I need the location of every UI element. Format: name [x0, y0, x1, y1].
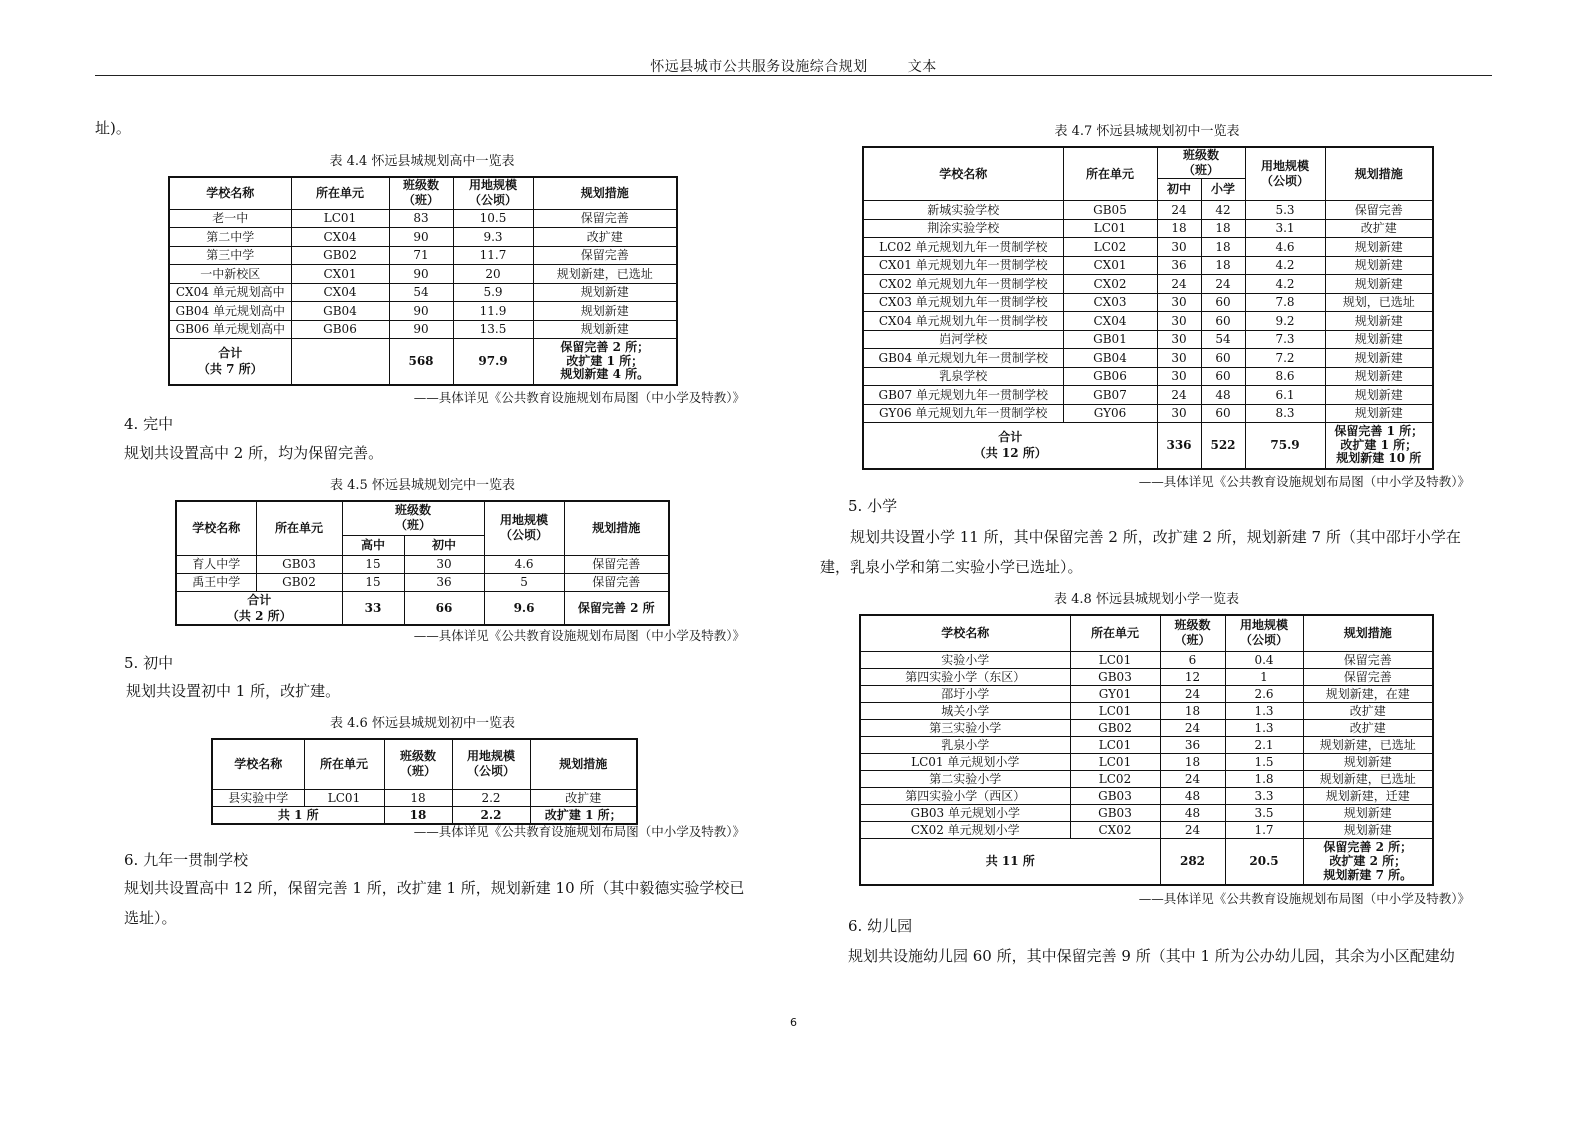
table-cell: 3.1	[1245, 219, 1325, 238]
table-cell: 18	[1201, 256, 1245, 275]
table-cell: 规划新建	[1325, 367, 1433, 386]
section-text: 规划共设置高中 2 所，均为保留完善。	[124, 444, 384, 462]
table-cell: 规划新建，迁建	[1303, 787, 1433, 804]
table-4-8-caption: 表 4.8 怀远县城规划小学一览表	[1054, 592, 1239, 607]
table-cell: 改扩建	[1303, 702, 1433, 719]
table-cell: 15	[342, 555, 404, 573]
section-text: 规划共设置高中 12 所，保留完善 1 所，改扩建 1 所，规划新建 10 所（其中毅德实验学校已选址）。	[124, 879, 745, 927]
table-cell: CX02	[1063, 275, 1157, 294]
table-cell: 5.3	[1245, 201, 1325, 220]
table-cell: 规划，已选址	[1325, 293, 1433, 312]
total-classes: 282	[1160, 838, 1225, 885]
table-cell: LC01	[1070, 702, 1160, 719]
table-4-8-source: ——具体详见《公共教育设施规划布局图（中小学及特教）》	[1138, 891, 1470, 906]
col-header: 所在单元	[1063, 147, 1157, 201]
col-header: 用地规模 （公顷）	[452, 739, 530, 789]
table-cell: LC01 单元规划小学	[860, 753, 1070, 770]
header-rule	[95, 75, 1492, 76]
table-cell: 18	[1160, 753, 1225, 770]
table-cell: GB04 单元规划高中	[169, 302, 291, 321]
table-cell: 90	[389, 228, 453, 247]
table-cell: 老一中	[169, 209, 291, 228]
total-measures: 保留完善 2 所； 改扩建 2 所； 规划新建 7 所。	[1303, 838, 1433, 885]
table-row	[212, 789, 637, 806]
table-cell: 90	[389, 320, 453, 339]
table-cell: 3.5	[1225, 804, 1303, 821]
table-cell: 第二实验小学	[860, 770, 1070, 787]
section-title: 5. 初中	[124, 654, 174, 672]
table-cell: 改扩建	[533, 228, 677, 247]
col-header: 班级数 （班）	[1160, 615, 1225, 651]
total-area: 97.9	[453, 339, 533, 385]
table-cell: 禹王中学	[176, 573, 256, 591]
table-cell: 新城实验学校	[863, 201, 1063, 220]
table-cell: LC01	[304, 789, 384, 806]
table-cell: 保留完善	[1303, 651, 1433, 668]
table-cell: 71	[389, 246, 453, 265]
table-cell: LC01	[1070, 753, 1160, 770]
table-cell: 24	[1157, 275, 1201, 294]
table-4-7-caption: 表 4.7 怀远县城规划初中一览表	[1054, 124, 1240, 139]
table-cell: 3.3	[1225, 787, 1303, 804]
table-cell: 8.3	[1245, 404, 1325, 423]
table-cell: CX01 单元规划九年一贯制学校	[863, 256, 1063, 275]
table-cell: 第二中学	[169, 228, 291, 247]
table-cell: 规划新建，已选址	[533, 265, 677, 284]
table-4-5	[175, 500, 670, 626]
total-measures: 保留完善 2 所； 改扩建 1 所； 规划新建 4 所。	[533, 339, 677, 385]
table-cell: CX04 单元规划高中	[169, 283, 291, 302]
total-label: 共 1 所	[212, 806, 384, 824]
table-cell: 18	[384, 789, 452, 806]
table-cell: 18	[1201, 219, 1245, 238]
table-cell: 83	[389, 209, 453, 228]
col-header: 规划措施	[530, 739, 637, 789]
table-cell: 30	[1157, 238, 1201, 257]
section-title: 6. 九年一贯制学校	[124, 851, 249, 869]
table-row	[176, 573, 669, 591]
col-header: 规划措施	[564, 501, 669, 555]
table-cell: GB07 单元规划九年一贯制学校	[863, 386, 1063, 405]
table-row	[863, 386, 1433, 405]
table-cell: 18	[1160, 702, 1225, 719]
table-row	[863, 312, 1433, 331]
table-cell: GB04	[291, 302, 389, 321]
table-cell: 7.8	[1245, 293, 1325, 312]
table-cell: 24	[1201, 275, 1245, 294]
col-header: 学校名称	[863, 147, 1063, 201]
table-cell: 岿河学校	[863, 330, 1063, 349]
table-cell: 30	[1157, 293, 1201, 312]
table-cell: 1.3	[1225, 719, 1303, 736]
table-cell: 4.2	[1245, 256, 1325, 275]
col-header: 学校名称	[169, 177, 291, 209]
table-4-7	[862, 146, 1434, 470]
section-title: 6. 幼儿园	[848, 917, 913, 935]
total-junior: 66	[404, 591, 484, 625]
table-cell: 2.2	[452, 789, 530, 806]
table-cell: 规划新建	[1325, 312, 1433, 331]
table-4-7-source: ——具体详见《公共教育设施规划布局图（中小学及特教）》	[1138, 474, 1470, 489]
table-cell: 36	[1160, 736, 1225, 753]
table-cell: 90	[389, 302, 453, 321]
section-title: 4. 完中	[124, 415, 174, 433]
left-lead-text: 址)。	[95, 119, 131, 137]
col-header: 规划措施	[533, 177, 677, 209]
table-cell: CX02	[1070, 821, 1160, 838]
table-cell: 保留完善	[533, 209, 677, 228]
table-cell: 60	[1201, 312, 1245, 331]
col-header: 学校名称	[176, 501, 256, 555]
table-cell: 规划新建	[1325, 238, 1433, 257]
table-cell: 11.7	[453, 246, 533, 265]
table-row	[863, 238, 1433, 257]
total-classes: 568	[389, 339, 453, 385]
col-header: 所在单元	[304, 739, 384, 789]
table-cell: 2.6	[1225, 685, 1303, 702]
table-cell: 保留完善	[564, 555, 669, 573]
total-label: 合计 （共 2 所）	[176, 591, 342, 625]
table-cell: 24	[1160, 685, 1225, 702]
total-label: 合计 （共 12 所）	[863, 423, 1157, 469]
table-cell: 60	[1201, 349, 1245, 368]
table-cell: 36	[404, 573, 484, 591]
table-cell: 规划新建	[533, 302, 677, 321]
col-header: 用地规模 （公顷）	[453, 177, 533, 209]
table-cell: 30	[1157, 330, 1201, 349]
table-cell: 30	[404, 555, 484, 573]
table-row	[863, 404, 1433, 423]
table-cell: 6	[1160, 651, 1225, 668]
table-cell: 城关小学	[860, 702, 1070, 719]
table-cell: CX01	[291, 265, 389, 284]
table-row	[169, 320, 677, 339]
table-cell: 90	[389, 265, 453, 284]
table-4-8	[859, 614, 1434, 886]
table-cell: 邵圩小学	[860, 685, 1070, 702]
page-number: 6	[790, 1016, 797, 1029]
table-cell: CX01	[1063, 256, 1157, 275]
table-cell: 8.6	[1245, 367, 1325, 386]
table-cell: CX03 单元规划九年一贯制学校	[863, 293, 1063, 312]
table-row	[860, 753, 1433, 770]
table-cell: 规划新建，在建	[1303, 685, 1433, 702]
table-cell: 保留完善	[564, 573, 669, 591]
total-area: 2.2	[452, 806, 530, 824]
table-cell: LC01	[1070, 736, 1160, 753]
table-cell: CX04	[291, 228, 389, 247]
col-header: 班级数 （班）	[342, 501, 484, 535]
table-row	[176, 555, 669, 573]
table-row	[169, 302, 677, 321]
table-cell: GB01	[1063, 330, 1157, 349]
table-cell: 规划新建	[533, 283, 677, 302]
table-cell: GB07	[1063, 386, 1157, 405]
table-cell: GB06	[291, 320, 389, 339]
table-row	[860, 804, 1433, 821]
table-cell: 24	[1160, 719, 1225, 736]
table-cell: 一中新校区	[169, 265, 291, 284]
table-row	[863, 219, 1433, 238]
table-row	[863, 349, 1433, 368]
table-cell: 县实验中学	[212, 789, 304, 806]
table-row	[863, 201, 1433, 220]
total-measures: 保留完善 2 所	[564, 591, 669, 625]
table-cell: GB03	[1070, 804, 1160, 821]
table-cell: LC02 单元规划九年一贯制学校	[863, 238, 1063, 257]
section-text: 规划共设置小学 11 所，其中保留完善 2 所，改扩建 2 所，规划新建 7 所（其中邵圩小学在建，乳泉小学和第二实验小学已选址）。	[820, 528, 1461, 576]
table-cell: 30	[1157, 404, 1201, 423]
table-cell: CX03	[1063, 293, 1157, 312]
col-header: 用地规模 （公顷）	[1245, 147, 1325, 201]
table-cell: 规划新建	[1325, 275, 1433, 294]
table-4-4-caption: 表 4.4 怀远县城规划高中一览表	[329, 154, 515, 169]
table-cell: 规划新建	[1325, 256, 1433, 275]
table-cell: 11.9	[453, 302, 533, 321]
table-cell: 1.3	[1225, 702, 1303, 719]
table-cell: 30	[1157, 367, 1201, 386]
table-cell: 7.3	[1245, 330, 1325, 349]
table-cell: GB06 单元规划高中	[169, 320, 291, 339]
table-row	[860, 651, 1433, 668]
table-row	[169, 228, 677, 247]
table-row	[860, 787, 1433, 804]
table-cell: CX02 单元规划小学	[860, 821, 1070, 838]
total-cell	[291, 339, 389, 385]
table-cell: 36	[1157, 256, 1201, 275]
total-primary: 522	[1201, 423, 1245, 469]
table-cell: GB03	[1070, 787, 1160, 804]
table-cell: GB04	[1063, 349, 1157, 368]
table-cell: 乳泉学校	[863, 367, 1063, 386]
table-cell: 20	[453, 265, 533, 284]
table-row	[860, 821, 1433, 838]
table-cell: 48	[1160, 804, 1225, 821]
col-header: 规划措施	[1325, 147, 1433, 201]
col-header: 规划措施	[1303, 615, 1433, 651]
table-cell: 规划新建	[533, 320, 677, 339]
table-cell: GY06	[1063, 404, 1157, 423]
table-cell: 1	[1225, 668, 1303, 685]
col-header: 用地规模 （公顷）	[484, 501, 564, 555]
table-cell: 60	[1201, 367, 1245, 386]
total-label: 合计 （共 7 所）	[169, 339, 291, 385]
table-cell: 第三实验小学	[860, 719, 1070, 736]
table-4-5-source: ——具体详见《公共教育设施规划布局图（中小学及特教）》	[413, 628, 745, 643]
col-header: 班级数 （班）	[1157, 147, 1245, 179]
table-cell: 24	[1157, 386, 1201, 405]
table-row	[863, 275, 1433, 294]
table-cell: 保留完善	[1325, 201, 1433, 220]
table-row	[169, 283, 677, 302]
table-4-6	[211, 738, 638, 825]
table-row	[860, 736, 1433, 753]
table-cell: 54	[1201, 330, 1245, 349]
table-cell: GY01	[1070, 685, 1160, 702]
table-cell: 9.2	[1245, 312, 1325, 331]
sub-col-header: 初中	[404, 535, 484, 555]
table-cell: 1.5	[1225, 753, 1303, 770]
table-cell: CX02 单元规划九年一贯制学校	[863, 275, 1063, 294]
table-cell: 12	[1160, 668, 1225, 685]
table-row	[863, 330, 1433, 349]
sub-col-header: 高中	[342, 535, 404, 555]
header-doc-type: 文本	[907, 59, 937, 75]
table-cell: 保留完善	[533, 246, 677, 265]
table-cell: GB03	[1070, 668, 1160, 685]
col-header: 学校名称	[860, 615, 1070, 651]
table-cell: 10.5	[453, 209, 533, 228]
table-cell: LC01	[291, 209, 389, 228]
total-area: 75.9	[1245, 423, 1325, 469]
table-cell: 改扩建	[1325, 219, 1433, 238]
table-cell: 54	[389, 283, 453, 302]
col-header: 班级数 （班）	[384, 739, 452, 789]
table-cell: 15	[342, 573, 404, 591]
total-area: 20.5	[1225, 838, 1303, 885]
col-header: 班级数 （班）	[389, 177, 453, 209]
table-cell: 24	[1160, 770, 1225, 787]
table-row	[169, 265, 677, 284]
table-cell: 30	[1157, 312, 1201, 331]
table-cell: 30	[1157, 349, 1201, 368]
sub-col-header: 初中	[1157, 179, 1201, 201]
table-cell: 24	[1157, 201, 1201, 220]
table-cell: 规划新建	[1303, 804, 1433, 821]
table-cell: 规划新建，已选址	[1303, 770, 1433, 787]
total-classes: 18	[384, 806, 452, 824]
col-header: 所在单元	[291, 177, 389, 209]
header-title: 怀远县城市公共服务设施综合规划	[650, 59, 868, 75]
section-text: 规划共设施幼儿园 60 所，其中保留完善 9 所（其中 1 所为公办幼儿园，其余为小区配建幼	[848, 947, 1455, 965]
table-row	[860, 770, 1433, 787]
table-row	[863, 293, 1433, 312]
col-header: 所在单元	[1070, 615, 1160, 651]
table-cell: CX04	[1063, 312, 1157, 331]
table-cell: 6.1	[1245, 386, 1325, 405]
table-cell: 规划新建	[1303, 821, 1433, 838]
table-cell: 9.3	[453, 228, 533, 247]
table-cell: 7.2	[1245, 349, 1325, 368]
table-row	[860, 719, 1433, 736]
col-header: 用地规模 （公顷）	[1225, 615, 1303, 651]
table-cell: LC01	[1063, 219, 1157, 238]
total-label: 共 11 所	[860, 838, 1160, 885]
table-cell: 60	[1201, 404, 1245, 423]
table-cell: 18	[1157, 219, 1201, 238]
table-cell: 改扩建	[530, 789, 637, 806]
table-cell: 第四实验小学（东区）	[860, 668, 1070, 685]
sub-col-header: 小学	[1201, 179, 1245, 201]
col-header: 学校名称	[212, 739, 304, 789]
table-cell: GB03 单元规划小学	[860, 804, 1070, 821]
table-cell: 保留完善	[1303, 668, 1433, 685]
table-row	[863, 367, 1433, 386]
table-cell: 规划新建	[1325, 404, 1433, 423]
total-junior: 336	[1157, 423, 1201, 469]
table-cell: 育人中学	[176, 555, 256, 573]
table-row	[860, 685, 1433, 702]
table-cell: CX04	[291, 283, 389, 302]
table-4-6-source: ——具体详见《公共教育设施规划布局图（中小学及特教）》	[413, 824, 745, 839]
table-cell: 规划新建，已选址	[1303, 736, 1433, 753]
page-header	[0, 56, 1587, 76]
table-4-4	[168, 176, 678, 386]
table-cell: GB02	[291, 246, 389, 265]
table-cell: 0.4	[1225, 651, 1303, 668]
table-row	[863, 256, 1433, 275]
table-cell: GB03	[256, 555, 342, 573]
table-cell: 荆涂实验学校	[863, 219, 1063, 238]
table-cell: 4.2	[1245, 275, 1325, 294]
table-cell: LC02	[1070, 770, 1160, 787]
total-measures: 改扩建 1 所；	[530, 806, 637, 824]
table-cell: LC01	[1070, 651, 1160, 668]
total-measures: 保留完善 1 所； 改扩建 1 所； 规划新建 10 所	[1325, 423, 1433, 469]
table-cell: GB02	[1070, 719, 1160, 736]
table-cell: CX04 单元规划九年一贯制学校	[863, 312, 1063, 331]
table-cell: 60	[1201, 293, 1245, 312]
col-header: 所在单元	[256, 501, 342, 555]
table-row	[169, 246, 677, 265]
table-cell: GB02	[256, 573, 342, 591]
table-cell: 改扩建	[1303, 719, 1433, 736]
table-cell: GB06	[1063, 367, 1157, 386]
table-cell: 5	[484, 573, 564, 591]
section-text: 规划共设置初中 1 所，改扩建。	[126, 682, 341, 700]
table-cell: GY06 单元规划九年一贯制学校	[863, 404, 1063, 423]
table-cell: 4.6	[1245, 238, 1325, 257]
table-cell: 第三中学	[169, 246, 291, 265]
table-cell: 2.1	[1225, 736, 1303, 753]
table-cell: 规划新建	[1303, 753, 1433, 770]
table-cell: GB05	[1063, 201, 1157, 220]
table-cell: 5.9	[453, 283, 533, 302]
table-row	[169, 209, 677, 228]
table-row	[860, 702, 1433, 719]
table-cell: 乳泉小学	[860, 736, 1070, 753]
section-title: 5. 小学	[848, 497, 898, 515]
table-cell: 实验小学	[860, 651, 1070, 668]
table-cell: 24	[1160, 821, 1225, 838]
table-cell: 1.8	[1225, 770, 1303, 787]
table-cell: 4.6	[484, 555, 564, 573]
table-cell: 42	[1201, 201, 1245, 220]
table-4-4-source: ——具体详见《公共教育设施规划布局图（中小学及特教）》	[413, 390, 745, 405]
table-cell: 第四实验小学（西区）	[860, 787, 1070, 804]
total-senior: 33	[342, 591, 404, 625]
table-cell: GB04 单元规划九年一贯制学校	[863, 349, 1063, 368]
table-row	[860, 668, 1433, 685]
table-cell: 规划新建	[1325, 386, 1433, 405]
table-cell: 规划新建	[1325, 330, 1433, 349]
table-4-5-caption: 表 4.5 怀远县城规划完中一览表	[330, 478, 515, 493]
table-cell: 48	[1160, 787, 1225, 804]
table-cell: 48	[1201, 386, 1245, 405]
table-cell: 1.7	[1225, 821, 1303, 838]
table-cell: 18	[1201, 238, 1245, 257]
table-cell: LC02	[1063, 238, 1157, 257]
table-4-6-caption: 表 4.6 怀远县城规划初中一览表	[330, 716, 515, 731]
total-area: 9.6	[484, 591, 564, 625]
table-cell: 13.5	[453, 320, 533, 339]
table-cell: 规划新建	[1325, 349, 1433, 368]
